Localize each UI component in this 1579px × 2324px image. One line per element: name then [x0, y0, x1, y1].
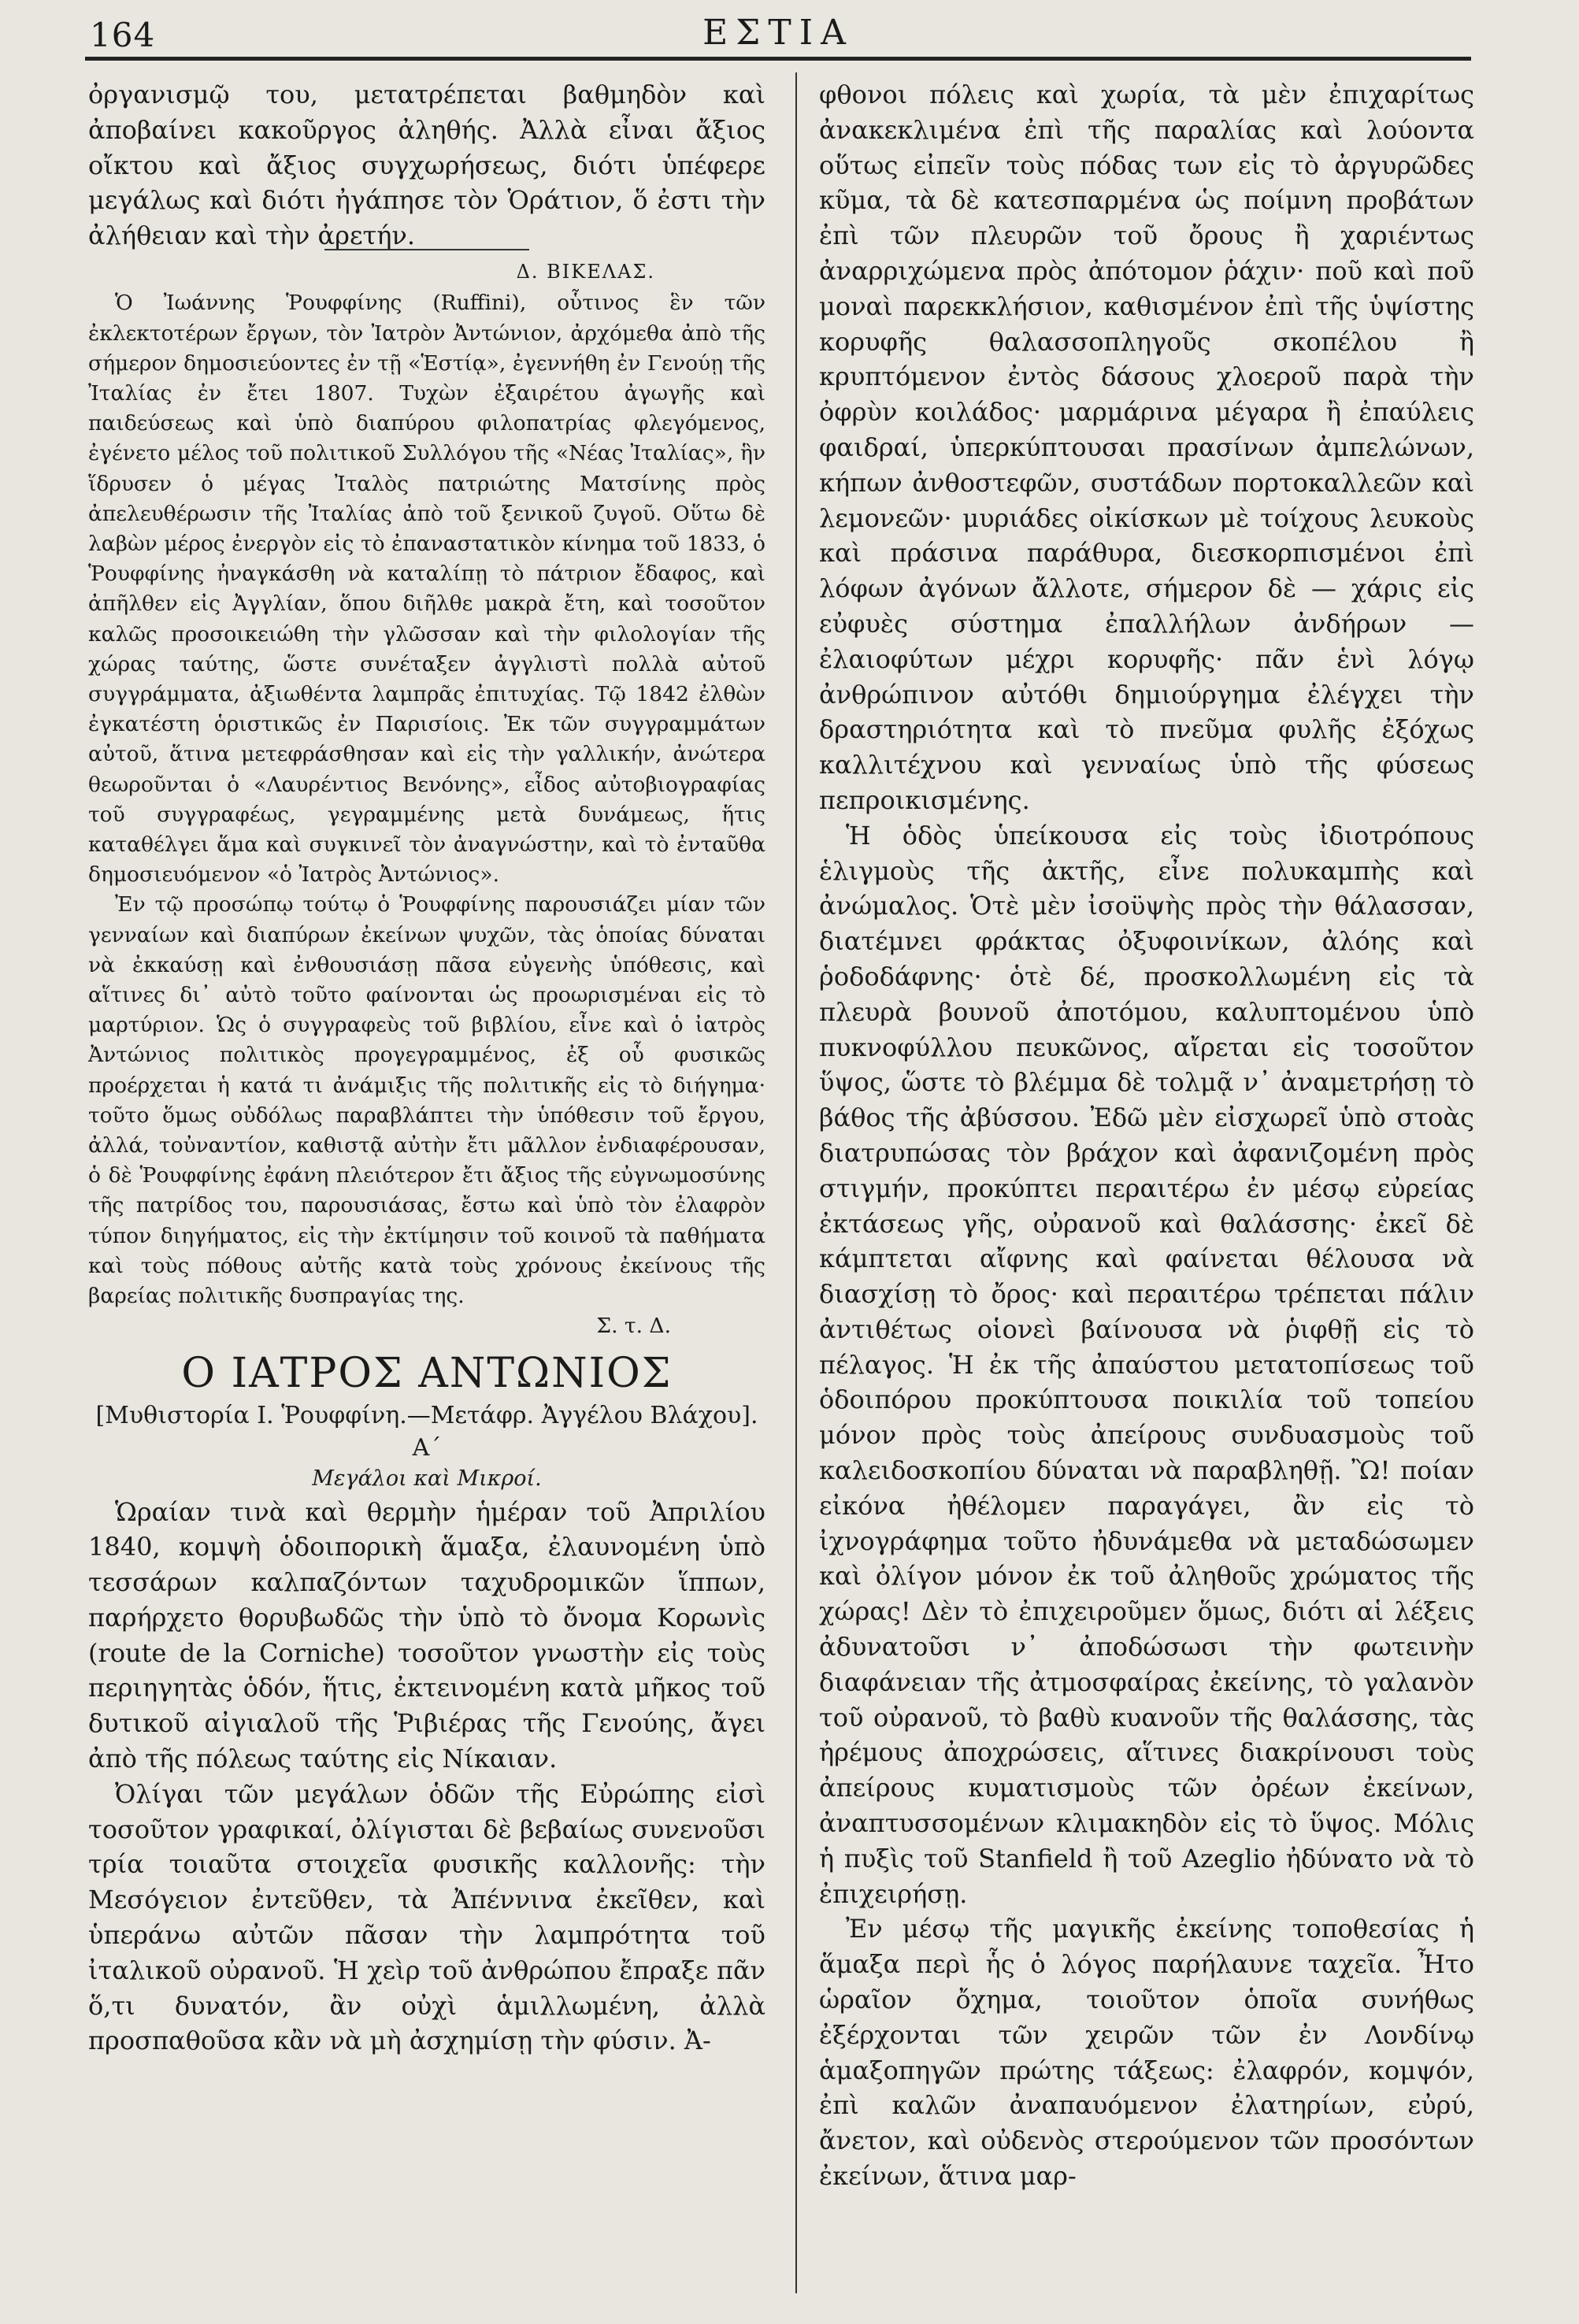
paragraph: Ὁ Ἰωάννης Ῥουφφίνης (Ruffini), οὗτινος ἓν τῶν ἐκλεκτοτέρων ἔργων, τὸν Ἰατρὸν Ἀντώνιον, ἀρχόμεθα ἀπὸ τῆς σήμερον δημοσιεύοντες ἐν τῇ «Ἑστίᾳ», ἐγεννήθη ἐν Γενούῃ τῆς Ἰταλίας ἐν ἔτει 1807. Τυχὼν ἐξαιρέτου ἀγωγῆς καὶ παιδεύσεως καὶ ὑπὸ διαπύρου φιλοπατρίας φλεγόμενος, ἐγένετο μέλος τοῦ πολιτικοῦ Συλλόγου τῆς «Νέας Ἰταλίας», ἣν ἵδρυσεν ὁ μέγας Ἰταλὸς πατριώτης Ματσίνης πρὸς ἀπελευθέρωσιν τῆς Ἰταλίας ἀπὸ τοῦ ξενικοῦ ζυγοῦ. Οὕτω δὲ λαβὼν μέρος ἐνεργὸν εἰς τὸ ἐπαναστατικὸν κίνημα τοῦ 1833, ὁ Ῥουφφίνης ἠναγκάσθη νὰ καταλίπῃ τὸ πάτριον ἔδαφος, καὶ ἀπῆλθεν εἰς Ἀγγλίαν, ὅπου διῆλθε μακρὰ ἔτη, καὶ τοσοῦτον καλῶς προσοικειώθη τὴν γλῶσσαν καὶ τὴν φιλολογίαν τῆς χώρας ταύτης, ὥστε συνέταξεν ἀγγλιστὶ πολλὰ αὐτοῦ συγγράμματα, ἀξιωθέντα λαμπρᾶς ἐπιτυχίας. Τῷ 1842 ἐλθὼν ἐγκατέστη ὁριστικῶς ἐν Παρισίοις. Ἐκ τῶν συγγραμμάτων αὐτοῦ, ἅτινα μετεφράσθησαν καὶ εἰς τὴν γαλλικήν, ἀνώτερα θεωροῦνται ὁ «Λαυρέντιος Βενόνης», εἶδος αὐτοβιογραφίας τοῦ συγγραφέως, γεγραμμένης μετὰ δυνάμεως, ἥτις καταθέλγει ἅμα καὶ συγκινεῖ τὸν ἀναγνώστην, καὶ τὸ ἐνταῦθα δημοσιευόμενον «ὁ Ἰατρὸς Ἀντώνιος». — [88, 291, 765, 888]
left-column — [88, 77, 765, 2059]
running-title: ΕΣΤΙΑ — [702, 13, 854, 53]
chapter-number: Α΄ — [412, 1433, 442, 1462]
paragraph: Ἐν μέσῳ τῆς μαγικῆς ἐκείνης τοποθεσίας ἡ ἅμαξα περὶ ἧς ὁ λόγος παρήλαυνε ταχεῖα. Ἦτο ὡραῖον ὄχημα, τοιοῦτον ὁποῖα συνήθως ἐξέρχονται τῶν χειρῶν τῶν ἐν Λονδίνῳ ἁμαξοπηγῶν πρώτης τάξεως: ἐλαφρόν, κομψόν, ἐπὶ καλῶν ἀναπαυόμενον ἐλατηρίων, εὐρύ, ἄνετον, καὶ οὐδενὸς στερούμενον τῶν προσόντων ἐκείνων, ἅτινα μαρ- — [819, 1914, 1474, 2192]
signature: Σ. τ. Δ. — [596, 1314, 671, 1339]
article-title: Ο ΙΑΤΡΟΣ ΑΝΤΩΝΙΟΣ — [181, 1349, 673, 1397]
paragraph: φθονοι πόλεις καὶ χωρία, τὰ μὲν ἐπιχαρίτως ἀνακεκλιμένα ἐπὶ τῆς παραλίας καὶ λούοντα οὕτως εἰπεῖν τοὺς πόδας των εἰς τὸ ἀργυρῶδες κῦμα, τὰ δὲ κατεσπαρμένα ὡς ποίμνη προβάτων ἐπὶ τῶν πλευρῶν τοῦ ὄρους ἢ χαριέντως ἀναρριχώμενα πρὸς ἀπότομον ῥάχιν· ποῦ καὶ ποῦ μοναὶ παρεκκλήσιον, καθισμένον ἐπὶ τῆς ὑψίστης κορυφῆς θαλασσοπληγοῦς σκοπέλου ἢ κρυπτόμενον ἐντὸς δάσους χλοεροῦ παρὰ τὴν ὀφρὺν κοιλάδος· μαρμάρινα μέγαρα ἢ ἐπαύλεις φαιδραί, ὑπερκύπτουσαι πρασίνων ἀμπελώνων, κήπων ἀνθοστεφῶν, συστάδων πορτοκαλλεῶν καὶ λεμονεῶν· μυριάδες οἰκίσκων μὲ τοίχους λευκοὺς καὶ πράσινα παράθυρα, διεσκορπισμένοι ἐπὶ λόφων ἀγόνων ἄλλοτε, σήμερον δὲ — χάρις εἰς εὐφυὲς σύστημα ἐπαλλήλων ἀνδήρων — ἐλαιοφύτων μέχρι κορυφῆς· πᾶν ἑνὶ λόγῳ ἀνθρώπινον αὐτόθι δημιούργημα ἐλέγχει τὴν δραστηριότητα καὶ τὸ πνεῦμα φυλῆς ἐξόχως καλλιτέχνου καὶ γενναίως ὑπὸ τῆς φύσεως πεπροικισμένης. — [819, 80, 1474, 815]
page-header — [85, 8, 1471, 52]
paragraph: Ὀλίγαι τῶν μεγάλων ὁδῶν τῆς Εὐρώπης εἰσὶ τοσοῦτον γραφικαί, ὀλίγισται δὲ βεβαίως συνενοῦσι τρία τοιαῦτα στοιχεῖα φυσικῆς καλλονῆς: τὴν Μεσόγειον ἐντεῦθεν, τὰ Ἀπέννινα ἐκεῖθεν, καὶ ὑπεράνω αὐτῶν πᾶσαν τὴν λαμπρότητα τοῦ ἰταλικοῦ οὐρανοῦ. Ἡ χεὶρ τοῦ ἀνθρώπου ἔπραξε πᾶν ὅ,τι δυνατόν, ἂν οὐχὶ ἁμιλλωμένη, ἀλλὰ προσπαθοῦσα κἂν νὰ μὴ ἀσχημίσῃ τὴν φύσιν. Ἀ- — [88, 1778, 765, 2056]
article-subtitle: [Μυθιστορία Ι. Ῥουφφίνη.—Μετάφρ. Ἀγγέλου Βλάχου]. — [95, 1401, 758, 1429]
right-column — [819, 77, 1474, 2194]
column-divider — [795, 72, 797, 2293]
paragraph: Ἡ ὁδὸς ὑπείκουσα εἰς τοὺς ἰδιοτρόπους ἑλιγμοὺς τῆς ἀκτῆς, εἶνε πολυκαμπὴς καὶ ἀνώμαλος. Ὁτὲ μὲν ἰσοϋψὴς πρὸς τὴν θάλασσαν, διατέμνει φράκτας ὀξυφοινίκων, ἀλόης καὶ ῥοδοδάφνης· ὁτὲ δέ, προσκολλωμένη εἰς τὰ πλευρὰ βουνοῦ ἀποτόμου, καλυπτομένου ὑπὸ πυκνοφύλλου πευκῶνος, αἴρεται εἰς τοσοῦτον ὕψος, ὥστε τὸ βλέμμα δὲ τολμᾷ ν᾽ ἀναμετρήσῃ τὸ βάθος τῆς ἀβύσσου. Ἐδῶ μὲν εἰσχωρεῖ ὑπὸ στοὰς διατρυπώσας τὸν βράχον καὶ ἀφανιζομένη πρὸς στιγμήν, προκύπτει περαιτέρω ἐν μέσῳ εὐρείας ἐκτάσεως γῆς, οὐρανοῦ καὶ θαλάσσης· ἐκεῖ δὲ κάμπτεται αἴφνης καὶ φαίνεται θέλουσα νὰ διασχίσῃ τὸ ὄρος· καὶ περαιτέρω τρέπεται πάλιν ἀντιθέτως οἱονεὶ βαίνουσα νὰ ῥιφθῇ εἰς τὸ πέλαγος. Ἡ ἐκ τῆς ἀπαύστου μετατοπίσεως τοῦ ὁδοιπόρου προκύπτουσα ποικιλία τοῦ τοπείου μόνον πρὸς τοὺς ἀπείρους συνδυασμοὺς τοῦ καλειδοσκοπίου δύναται νὰ παραβληθῇ. Ὢ! ποίαν εἰκόνα ἠθέλομεν παραγάγει, ἂν εἰς τὸ ἰχνογράφημα τοῦτο ἠδυνάμεθα νὰ μεταδώσωμεν καὶ ὀλίγον μόνον ἐκ τοῦ ἀληθοῦς χρώματος τῆς χώρας! Δὲν τὸ ἐπιχειροῦμεν ὅμως, διότι αἱ λέξεις ἀδυνατοῦσι ν᾽ ἀποδώσωσι τὴν φωτεινὴν διαφάνειαν τῆς ἀτμοσφαίρας ἐκείνης, τὸ γαλανὸν τοῦ οὐρανοῦ, τὸ βαθὺ κυανοῦν τῆς θαλάσσης, τὰς ἠρέμους ἀποχρώσεις, αἵτινες διακρίνουσι τοὺς ἀπείρους κυματισμοὺς τῶν ὀρέων ἐκείνων, ἀναπτυσσομένων κλιμακηδὸν εἰς τὸ ὕψος. Μόλις ἡ πυξὶς τοῦ Stanfield ἢ τοῦ Azeglio ἠδύνατο νὰ τὸ ἐπιχειρήσῃ. — [819, 820, 1474, 1909]
page-number: 164 — [90, 16, 156, 54]
header-rule — [85, 57, 1471, 61]
paragraph: Ἐν τῷ προσώπῳ τούτῳ ὁ Ῥουφφίνης παρουσιάζει μίαν τῶν γενναίων καὶ διαπύρων ἐκείνων ψυχῶν, τὰς ὁποίας δύναται νὰ ἐκκαύσῃ καὶ ἐνθουσιάσῃ πᾶσα εὐγενὴς ὑπόθεσις, καὶ αἵτινες δι᾽ αὐτὸ τοῦτο φαίνονται ὡς προωρισμέναι εἰς τὸ μαρτύριον. Ὡς ὁ συγγραφεὺς τοῦ βιβλίου, εἶνε καὶ ὁ ἰατρὸς Ἀντώνιος πολιτικὸς προγεγραμμένος, ἐξ οὗ φυσικῶς προέρχεται ἡ κατά τι ἀνάμιξις τῆς πολιτικῆς εἰς τὸ διήγημα· τοῦτο ὅμως οὐδόλως παραβλάπτει τὴν ὑπόθεσιν τοῦ ἔργου, ἀλλά, τοὐναντίον, καθιστᾷ αὐτὴν ἔτι μᾶλλον ἐνδιαφέρουσαν, ὁ δὲ Ῥουφφίνης ἐφάνη πλειότερον ἔτι ἄξιος τῆς εὐγνωμοσύνης τῆς πατρίδος του, παρουσιάσας, ἔστω καὶ ὑπὸ τὸν ἐλαφρὸν τύπον διηγήματος, εἰς τὴν ἐκτίμησιν τοῦ κοινοῦ τὰ παθήματα καὶ τοὺς πόθους αὐτῆς κατὰ τοὺς χρόνους ἐκείνους τῆς βαρείας πολιτικῆς δυσπραγίας της. — [88, 892, 765, 1309]
signature: Δ. ΒΙΚΕΛΑΣ. — [516, 260, 655, 283]
signature-rule — [324, 249, 529, 250]
paragraph: Ὡραίαν τινὰ καὶ θερμὴν ἡμέραν τοῦ Ἀπριλίου 1840, κομψὴ ὁδοιπορικὴ ἅμαξα, ἐλαυνομένη ὑπὸ τεσσάρων καλπαζόντων ταχυδρομικῶν ἵππων, παρήρχετο θορυβωδῶς τὴν ὑπὸ τὸ ὄνομα Κορωνὶς (route de la Corniche) τοσοῦτον γνωστὴν εἰς τοὺς περιηγητὰς ὁδόν, ἥτις, ἐκτεινομένη κατὰ μῆκος τοῦ δυτικοῦ αἰγιαλοῦ τῆς Ῥιβιέρας τῆς Γενούης, ἄγει ἀπὸ τῆς πόλεως ταύτης εἰς Νίκαιαν. — [88, 1496, 765, 1774]
chapter-title: Μεγάλοι καὶ Μικροί. — [312, 1466, 542, 1491]
paragraph: ὀργανισμῷ του, μετατρέπεται βαθμηδὸν καὶ ἀποβαίνει κακοῦργος ἀληθής. Ἀλλὰ εἶναι ἄξιος οἴκτου καὶ ἄξιος συγχωρήσεως, διότι ὑπέφερε μεγάλως καὶ διότι ἠγάπησε τὸν Ὁράτιον, ὅ ἐστι τὴν ἀλήθειαν καὶ τὴν ἀρετήν. — [88, 80, 765, 251]
